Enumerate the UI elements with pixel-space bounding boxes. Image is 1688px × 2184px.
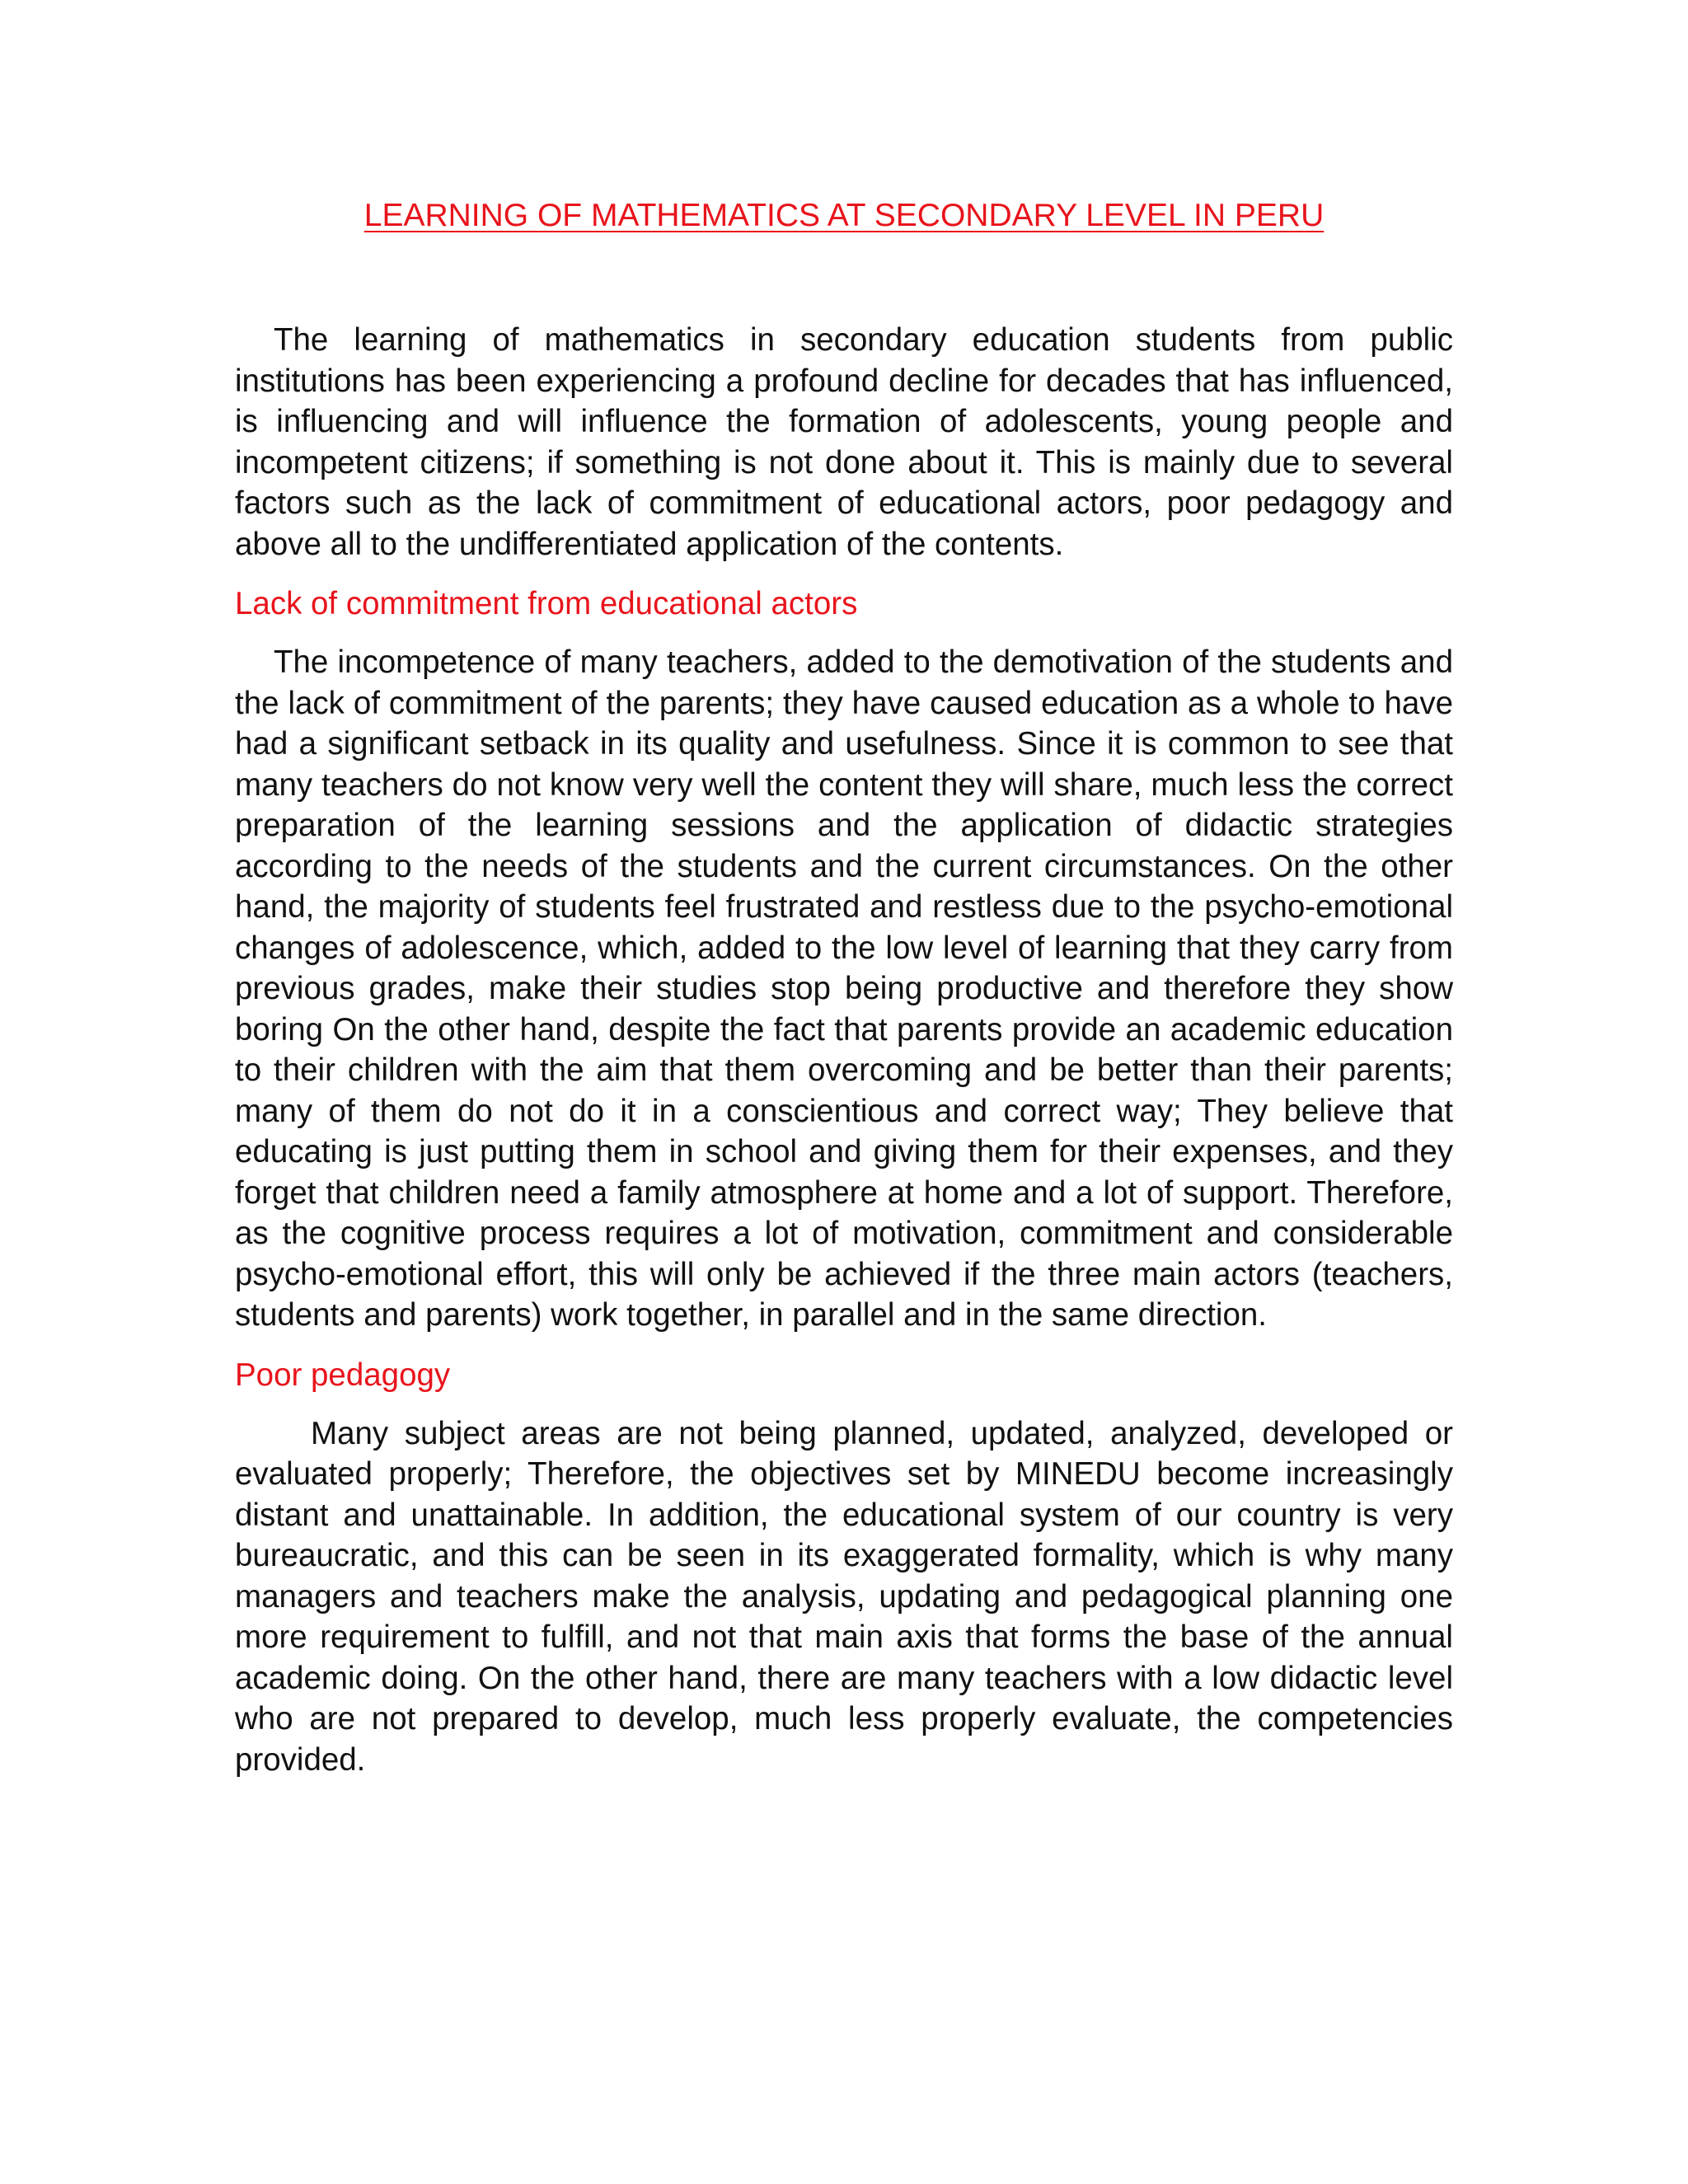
section-paragraph-lack-of-commitment: The incompetence of many teachers, added to the demotivation of the students and the lack of commitment of the parents; they have caused education as a whole to have had a significant setback in its quality and usefulness. Since it is common to see that many teachers do not know very well the content they will share, much less the correct preparation of the learning sessions and the application of didactic strategies according to the needs of the students and the current circumstances. On the other hand, the majority of students feel frustrated and restless due to the psycho-emotional changes of adolescence, which, added to the low level of learning that they carry from previous grades, make their studies stop being productive and therefore they show boring On the other hand, despite the fact that parents provide an academic education to their children with the aim that them overcoming and be better than their parents; many of them do not do it in a conscientious and correct way; They believe that educating is just putting them in school and giving them for their expenses, and they forget that children need a family atmosphere at home and a lot of support. Therefore, as the cognitive process requires a lot of motivation, commitment and considerable psycho-emotional effort, this will only be achieved if the three main actors (teachers, students and parents) work together, in parallel and in the same direction. (235, 644, 1453, 1333)
intro-paragraph: The learning of mathematics in secondary education students from public institutions has been experiencing a profound decline for decades that has influenced, is influencing and will influence the formation of adolescents, young people and incompetent citizens; if something is not done about it. This is mainly due to several factors such as the lack of commitment of educational actors, poor pedagogy and above all to the undifferentiated application of the contents. (235, 322, 1453, 562)
document-body (235, 320, 1453, 1780)
section-paragraph-poor-pedagogy: Many subject areas are not being planned, updated, analyzed, developed or evaluated properly; Therefore, the objectives set by MINEDU become increasingly distant and unattainable. In addition, the educational system of our country is very bureaucratic, and this can be seen in its exaggerated formality, which is why many managers and teachers make the analysis, updating and pedagogical planning one more requirement to fulfill, and not that main axis that forms the base of the annual academic doing. On the other hand, there are many teachers with a low didactic level who are not prepared to develop, much less properly evaluate, the competencies provided. (235, 1415, 1453, 1778)
section-heading-poor-pedagogy: Poor pedagogy (235, 1357, 451, 1393)
section-heading-lack-of-commitment: Lack of commitment from educational actors (235, 586, 858, 621)
document-title: LEARNING OF MATHEMATICS AT SECONDARY LEVEL IN PERU (363, 198, 1325, 233)
